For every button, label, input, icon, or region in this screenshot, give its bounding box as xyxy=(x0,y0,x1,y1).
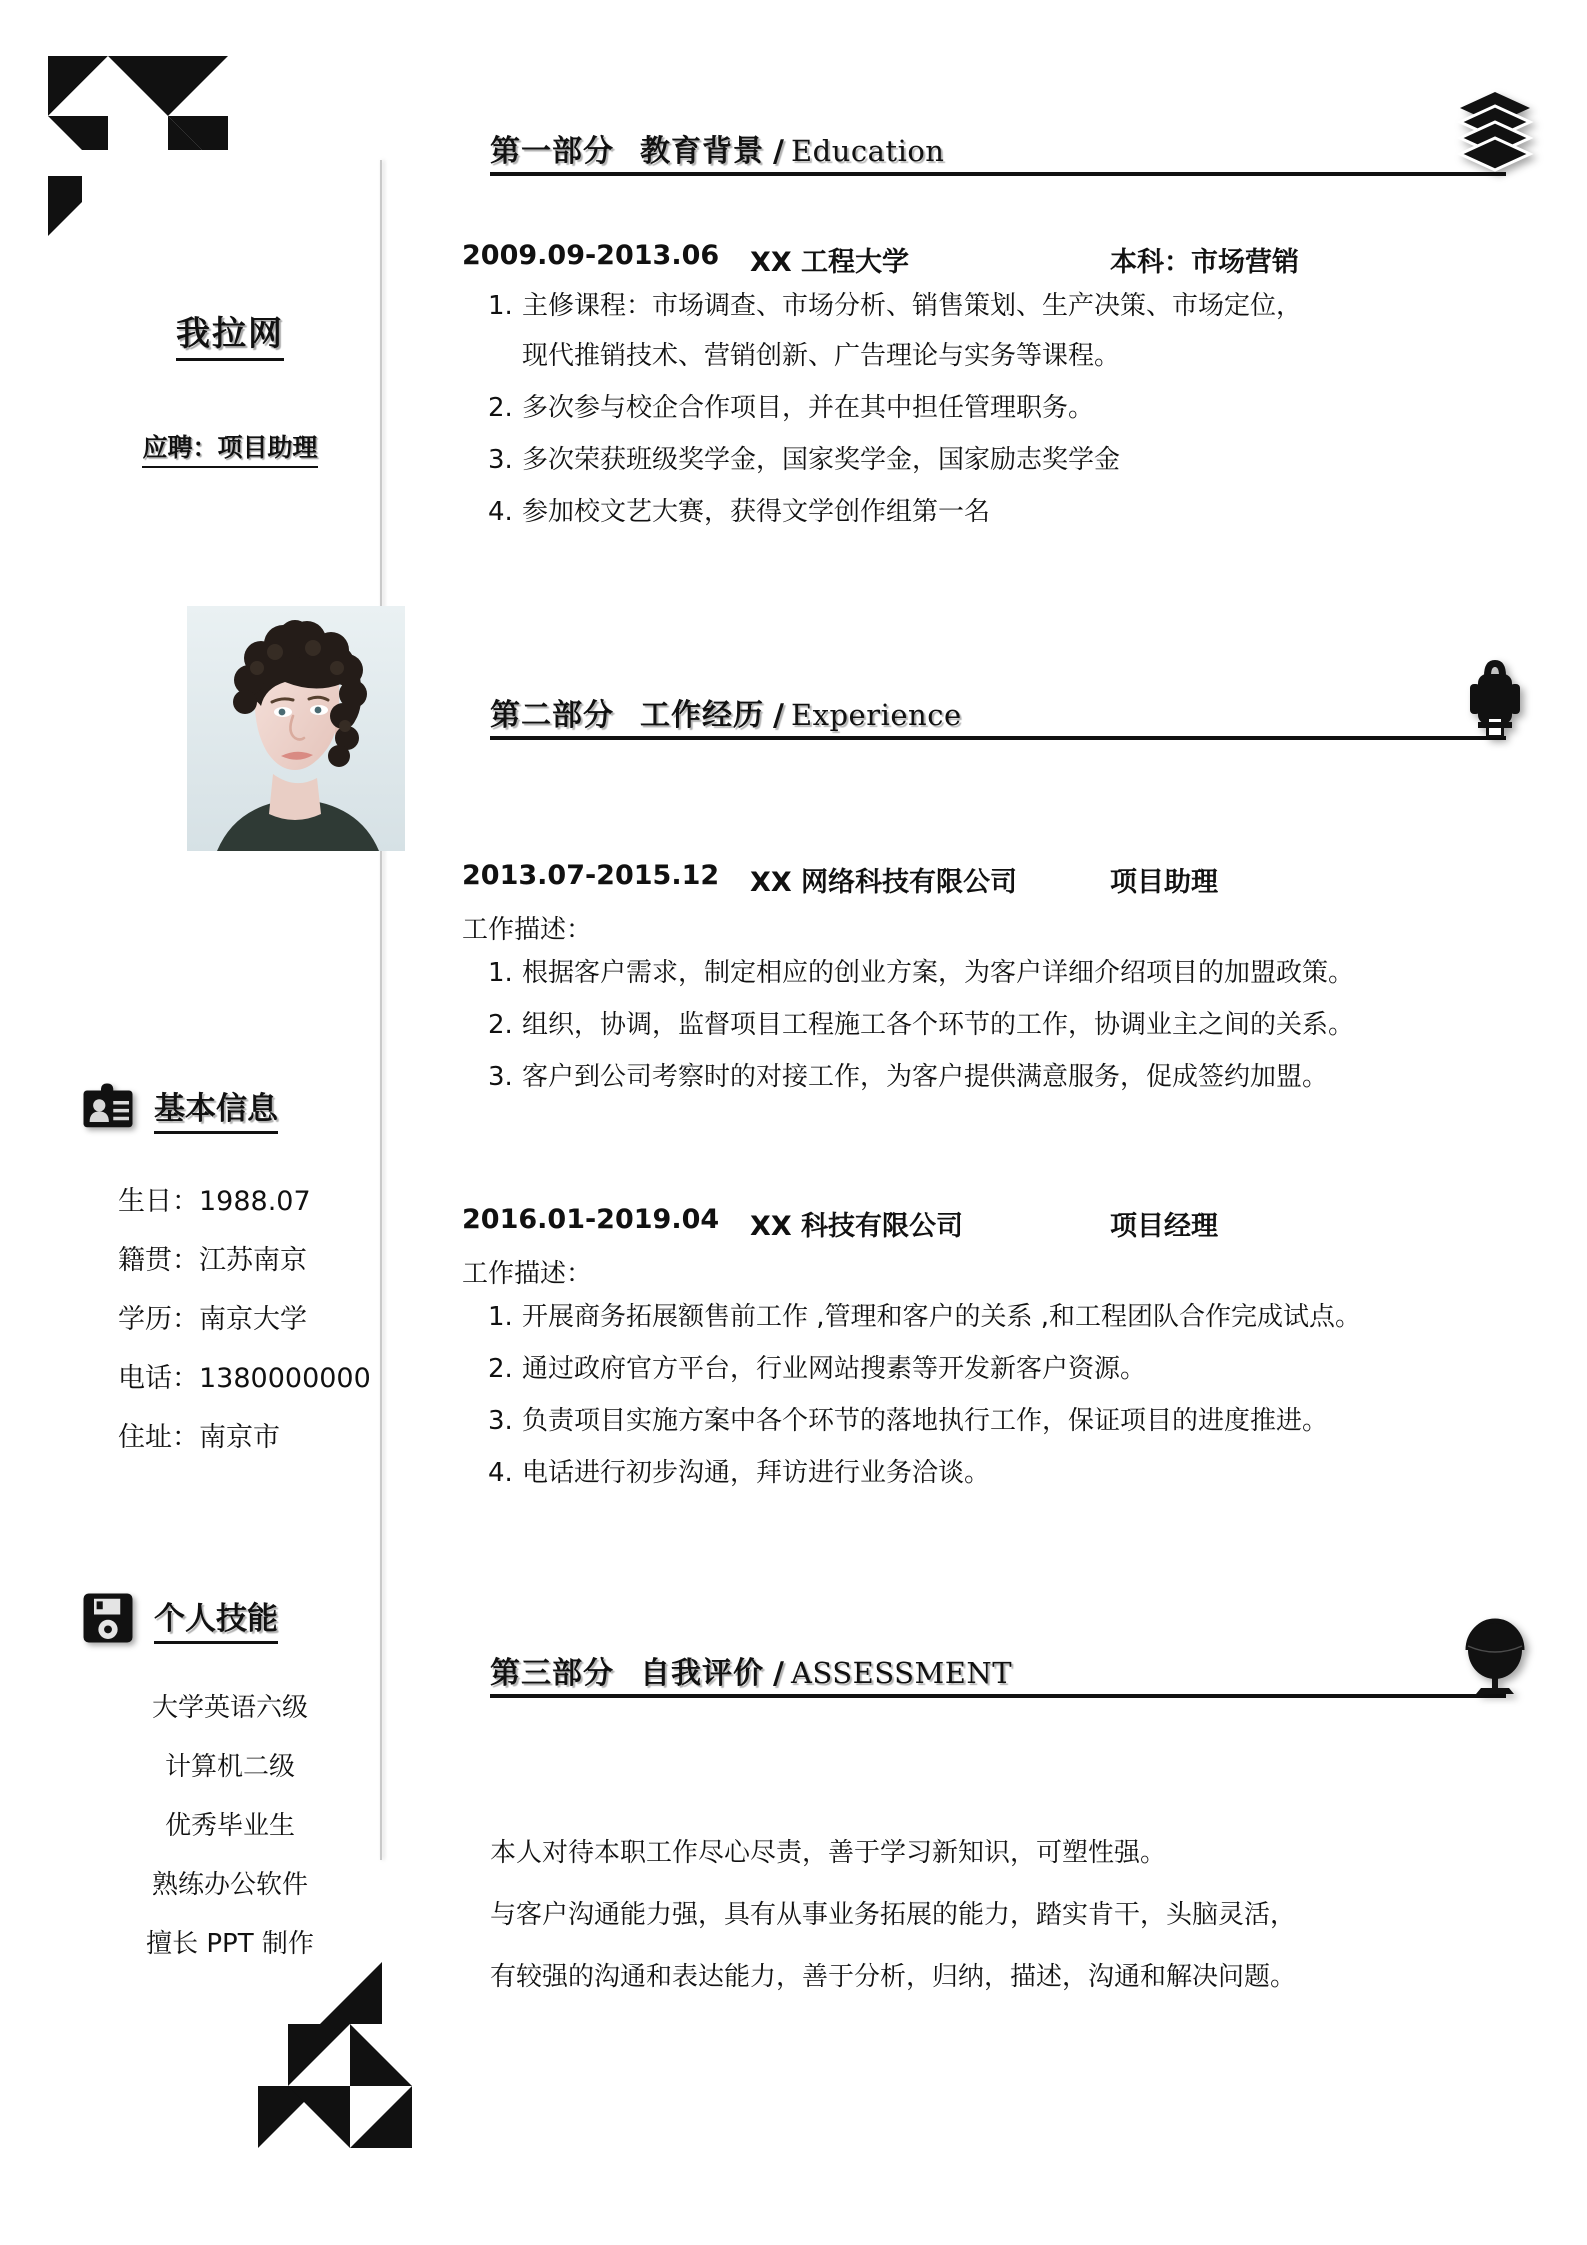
job-description-label: 工作描述： xyxy=(462,1259,593,1289)
experience-entry xyxy=(460,860,1520,1108)
bullet-number: 3. xyxy=(488,1406,513,1437)
assessment-paragraph: 本人对待本职工作尽心尽责，善于学习新知识，可塑性强。 xyxy=(490,1838,1167,1868)
section-title-education xyxy=(490,126,952,170)
section-rule xyxy=(490,1694,1506,1698)
section-slash: / xyxy=(773,1656,784,1691)
list-item xyxy=(460,1400,1520,1442)
education-entry xyxy=(460,240,1520,544)
section-slash: / xyxy=(773,134,784,169)
experience-entry xyxy=(460,1204,1520,1504)
bullet-number: 1. xyxy=(488,291,513,321)
bullet-text: 客户到公司考察时的对接工作，为客户提供满意服务，促成签约加盟。 xyxy=(522,1062,1329,1093)
bullet-number: 2. xyxy=(488,1354,513,1385)
education-entry-title xyxy=(460,240,1520,279)
basic-info-item: 生日：1988.07 xyxy=(118,1186,311,1217)
skills-list xyxy=(60,1695,400,1990)
bullet-number: 3. xyxy=(488,1062,513,1093)
section-title-cn: 自我评价 xyxy=(640,1656,764,1691)
section-header-education xyxy=(460,96,1520,176)
job-role: 项目助理 xyxy=(1110,867,1218,898)
section-title-experience xyxy=(490,690,970,734)
main-content xyxy=(460,0,1520,2245)
section-rule xyxy=(490,736,1506,740)
section-header-assessment xyxy=(460,1618,1520,1698)
skills-label: 个人技能 xyxy=(154,1593,278,1644)
basic-info-item: 电话：1380000000 xyxy=(118,1363,371,1394)
education-period: 2009.09-2013.06 xyxy=(462,240,720,271)
job-description-label: 工作描述： xyxy=(462,915,593,945)
basic-info-label: 基本信息 xyxy=(154,1083,278,1134)
bullet-text: 通过政府官方平台，行业网站搜素等开发新客户资源。 xyxy=(522,1354,1147,1385)
list-item xyxy=(460,491,1520,533)
skills-heading xyxy=(80,1590,278,1646)
sidebar xyxy=(60,150,400,1959)
section-part-label: 第一部分 xyxy=(490,134,614,169)
list-item xyxy=(460,1004,1520,1046)
bullet-text: 多次参与校企合作项目，并在其中担任管理职务。 xyxy=(522,393,1095,424)
education-bullets xyxy=(460,285,1520,534)
brand-name: 我拉网 xyxy=(60,306,400,355)
section-header-experience xyxy=(460,660,1520,740)
skill-item: 大学英语六级 xyxy=(151,1693,308,1723)
list-item xyxy=(460,1452,1520,1494)
job-title-row xyxy=(460,1204,1520,1243)
job-period: 2013.07-2015.12 xyxy=(462,860,720,891)
assessment-body xyxy=(490,1840,1510,2026)
skill-item: 计算机二级 xyxy=(164,1752,295,1782)
list-item xyxy=(460,387,1520,429)
basic-info-item: 住址：南京市 xyxy=(118,1422,280,1453)
section-title-en: Education xyxy=(790,134,945,168)
avatar xyxy=(187,606,405,851)
bullet-number: 4. xyxy=(488,497,513,528)
list-item xyxy=(460,439,1520,481)
section-part-label: 第三部分 xyxy=(490,1656,614,1691)
section-part-label: 第二部分 xyxy=(490,698,614,733)
bullet-text: 开展商务拓展额售前工作 ,管理和客户的关系 ,和工程团队合作完成试点。 xyxy=(522,1302,1362,1332)
bullet-number: 3. xyxy=(488,445,513,476)
section-title-en: Experience xyxy=(790,698,962,732)
bullet-text: 电话进行初步沟通，拜访进行业务洽谈。 xyxy=(522,1458,991,1489)
applying-for: 应聘：项目助理 xyxy=(60,428,400,464)
floppy-disk-icon xyxy=(80,1590,136,1646)
list-item xyxy=(460,1296,1520,1338)
list-item xyxy=(460,1348,1520,1390)
bullet-number: 1. xyxy=(488,1302,513,1332)
bullet-text: 参加校文艺大赛，获得文学创作组第一名 xyxy=(522,497,991,528)
list-item xyxy=(460,285,1520,377)
basic-info-item: 学历：南京大学 xyxy=(118,1304,307,1335)
job-period: 2016.01-2019.04 xyxy=(462,1204,720,1235)
assessment-paragraph: 与客户沟通能力强，具有从事业务拓展的能力，踏实肯干，头脑灵活， xyxy=(490,1900,1297,1930)
job-bullets xyxy=(460,1296,1520,1494)
section-title-assessment xyxy=(490,1648,1020,1692)
job-role: 项目经理 xyxy=(1110,1211,1218,1242)
section-slash: / xyxy=(773,698,784,733)
job-organization: XX 网络科技有限公司 xyxy=(750,867,1018,898)
bullet-text: 根据客户需求，制定相应的创业方案，为客户详细介绍项目的加盟政策。 xyxy=(522,958,1355,988)
globe-icon xyxy=(1456,1612,1534,1704)
bullet-number: 2. xyxy=(488,393,513,424)
job-bullets xyxy=(460,952,1520,1098)
bullet-number: 4. xyxy=(488,1458,513,1489)
basic-info-item: 籍贯：江苏南京 xyxy=(118,1245,307,1276)
section-rule xyxy=(490,172,1506,176)
section-title-en: ASSESSMENT xyxy=(790,1656,1013,1690)
skill-item: 优秀毕业生 xyxy=(164,1811,295,1841)
basic-info-list xyxy=(60,1188,400,1483)
bullet-text: 组织，协调，监督项目工程施工各个环节的工作，协调业主之间的关系。 xyxy=(522,1010,1355,1041)
section-title-cn: 工作经历 xyxy=(640,698,764,733)
bullet-text: 负责项目实施方案中各个环节的落地执行工作，保证项目的进度推进。 xyxy=(522,1406,1329,1437)
bullet-number: 2. xyxy=(488,1010,513,1041)
bullet-number: 1. xyxy=(488,958,513,988)
skill-item: 熟练办公软件 xyxy=(151,1870,308,1900)
bullet-text: 主修课程：市场调查、市场分析、销售策划、生产决策、市场定位， xyxy=(522,291,1303,321)
education-organization: XX 工程大学 xyxy=(750,247,910,278)
list-item xyxy=(460,1056,1520,1098)
books-stack-icon xyxy=(1456,90,1534,182)
education-role: 本科：市场营销 xyxy=(1110,247,1299,278)
bullet-text-continued: 现代推销技术、营销创新、广告理论与实务等课程。 xyxy=(522,341,1121,372)
job-title-row xyxy=(460,860,1520,899)
job-organization: XX 科技有限公司 xyxy=(750,1211,964,1242)
basic-info-heading xyxy=(80,1080,278,1136)
section-title-cn: 教育背景 xyxy=(640,134,764,169)
id-card-icon xyxy=(80,1080,136,1136)
skill-item: 擅长 PPT 制作 xyxy=(146,1929,314,1959)
assessment-paragraph: 有较强的沟通和表达能力，善于分析，归纳，描述，沟通和解决问题。 xyxy=(490,1962,1297,1992)
backpack-icon xyxy=(1456,654,1534,746)
bullet-text: 多次荣获班级奖学金，国家奖学金，国家励志奖学金 xyxy=(522,445,1121,476)
list-item xyxy=(460,952,1520,994)
